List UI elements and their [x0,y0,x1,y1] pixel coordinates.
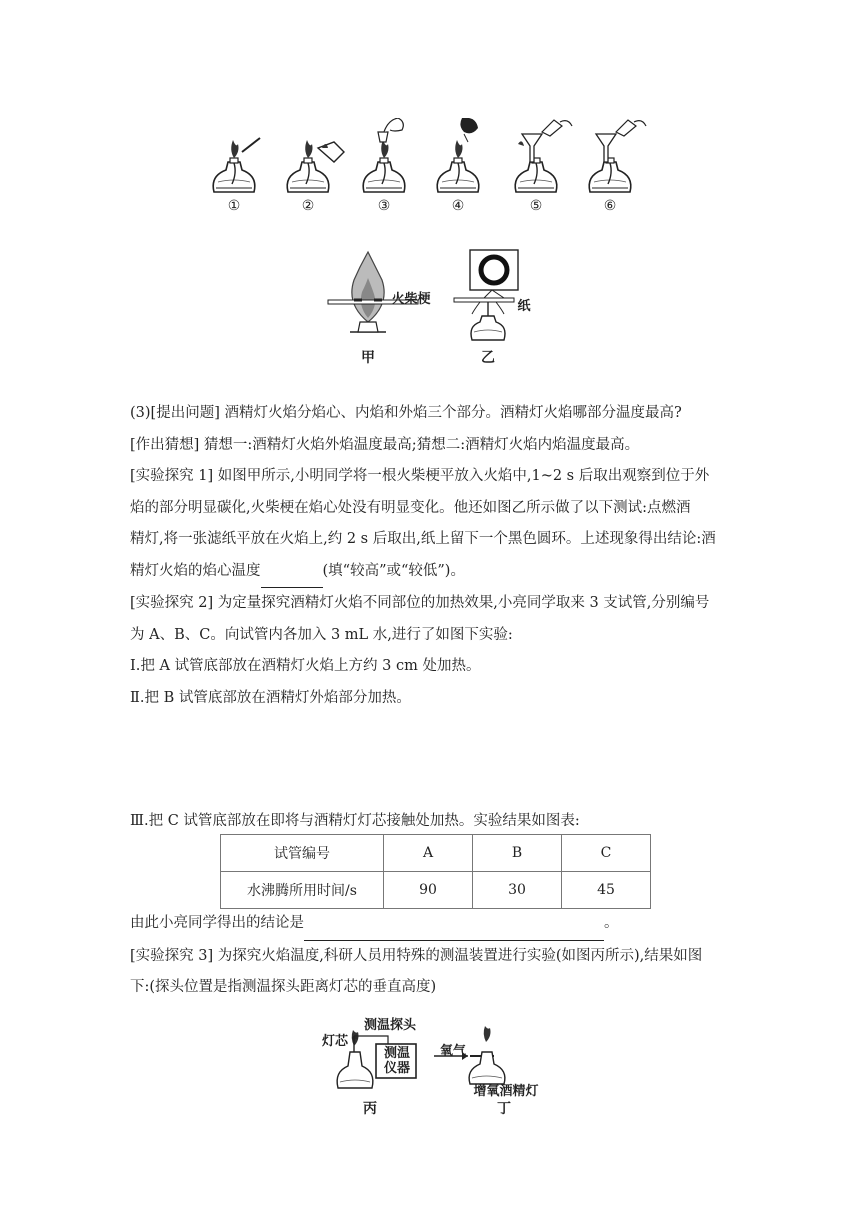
text-line-6-start: 精灯火焰的焰心温度 [130,562,261,579]
answer-blank-1[interactable] [261,556,323,589]
text-line-9: Ⅰ.把 A 试管底部放在酒精灯火焰上方约 3 cm 处加热。 [130,658,481,674]
text-line-12-start: 由此小亮同学得出的结论是 [130,915,304,931]
text-line-6 [130,556,730,589]
text-line-5: 精灯,将一张滤纸平放在火焰上,约 2 s 后取出,纸上留下一个黑色圆环。上述现象得出结论:酒 [130,531,716,547]
figure-ding-label: 丁 [497,1101,511,1117]
instrument-label: 测温仪器 [383,1046,410,1076]
figure-label-6: ⑥ [603,198,617,214]
text-line-3: [实验探究 1] 如图甲所示,小明同学将一根火柴梗平放入火焰中,1~2 s 后取出观察到位于外 [130,468,710,484]
text-line-7: [实验探究 2] 为定量探究酒精灯火焰不同部位的加热效果,小亮同学取来 3 支试管,分别编号 [130,595,710,611]
table-cell: 水沸腾所用时间/s [221,872,384,909]
answer-blank-2[interactable] [304,908,604,941]
wick-label: 灯芯 [321,1034,348,1049]
oxygen-lamp-label: 增氧酒精灯 [473,1084,539,1099]
table-header-cell: 试管编号 [221,835,384,872]
results-table [220,834,651,909]
table-header-cell: C [562,835,651,872]
lamp-operations-figure [200,118,660,223]
oxygen-label: 氧气 [439,1044,466,1059]
text-line-12 [130,908,730,941]
text-line-1: (3)[提出问题] 酒精灯火焰分焰心、内焰和外焰三个部分。酒精灯火焰哪部分温度最高? [130,405,682,421]
table-cell: 90 [384,872,473,909]
question-text-2 [130,806,730,838]
table-cell: 30 [473,872,562,909]
text-line-4: 焰的部分明显碳化,火柴梗在焰心处没有明显变化。他还如图乙所示做了以下测试:点燃酒 [130,499,691,516]
question-text-1 [130,398,730,714]
table-row [221,872,651,909]
table-header-row [221,835,651,872]
text-line-12-end: 。 [604,915,619,931]
text-line-11: Ⅲ.把 C 试管底部放在即将与酒精灯灯芯接触处加热。实验结果如图表: [130,813,580,829]
text-line-10: Ⅱ.把 B 试管底部放在酒精灯外焰部分加热。 [130,689,411,706]
figure-label-1: ① [227,198,241,214]
text-line-13: [实验探究 3] 为探究火焰温度,科研人员用特殊的测温装置进行实验(如图丙所示),结果如图 [130,947,703,964]
table-cell: 45 [562,872,651,909]
figure-bing-label: 丙 [363,1101,377,1117]
text-line-2: [作出猜想] 猜想一:酒精灯火焰外焰温度最高;猜想二:酒精灯火焰内焰温度最高。 [130,436,640,453]
figure-label-2: ② [301,198,315,214]
text-line-8: 为 A、B、C。向试管内各加入 3 mL 水,进行了如图下实验: [130,626,513,643]
text-line-6-end: (填“较高”或“较低”)。 [322,562,465,579]
figure-jia-label: 甲 [361,350,375,366]
paper-label: 纸 [517,299,531,314]
probe-label: 测温探头 [363,1018,416,1033]
figure-label-4: ④ [451,198,465,214]
question-text-3 [130,908,730,1004]
figure-label-3: ③ [377,198,391,214]
figure-yi-label: 乙 [481,350,495,366]
text-line-14: 下:(探头位置是指测温探头距离灯芯的垂直高度) [130,979,437,995]
matchstick-label: 火柴梗 [391,292,431,307]
table-header-cell: B [473,835,562,872]
table-header-cell: A [384,835,473,872]
figure-label-5: ⑤ [529,198,543,214]
